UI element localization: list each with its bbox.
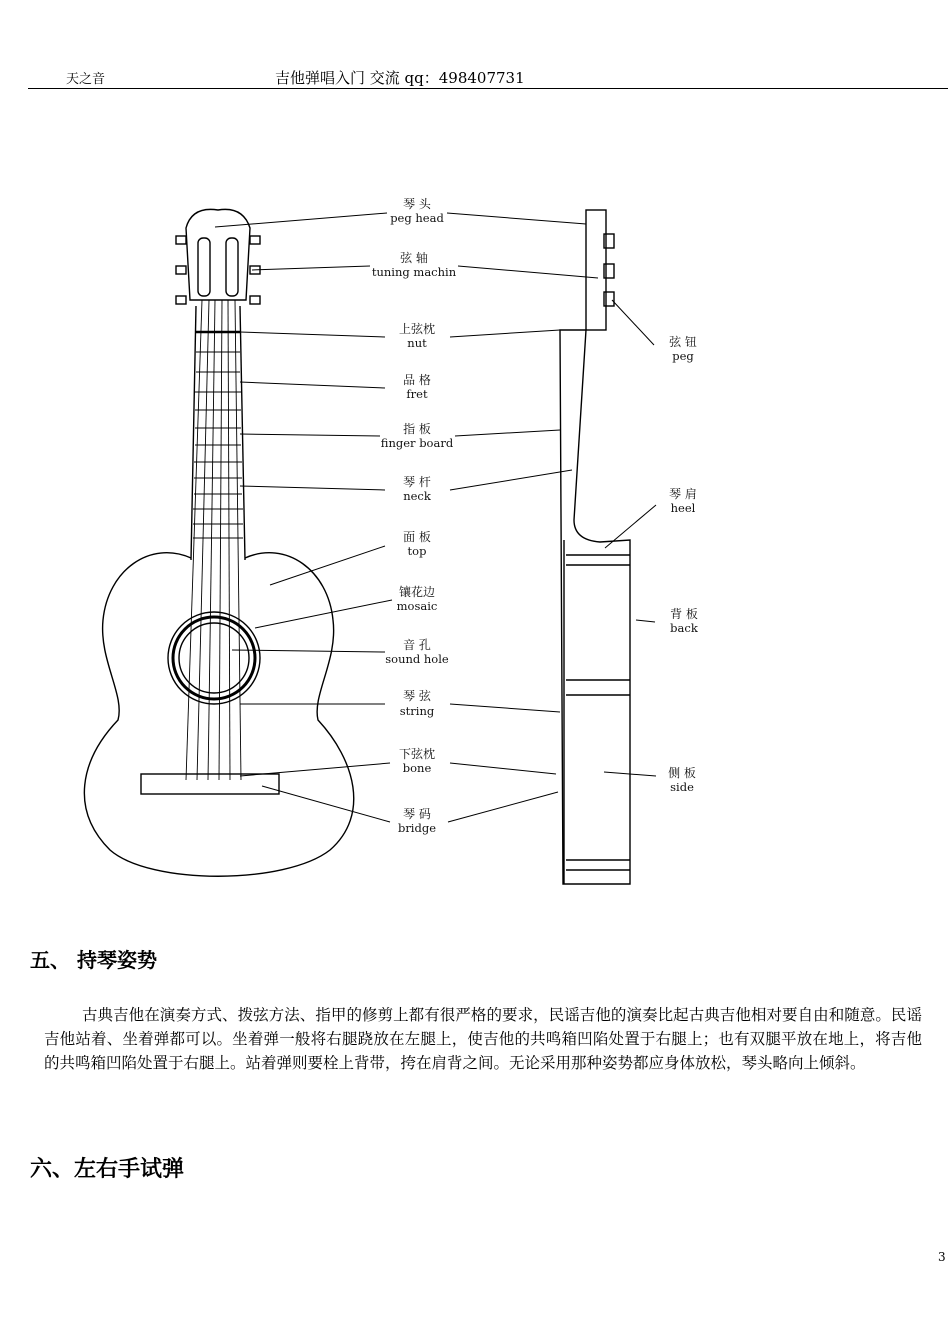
label-peg-en: peg	[672, 349, 694, 363]
label-heel-cn: 琴 肩	[669, 487, 697, 501]
label-peg-cn: 弦 钮	[669, 335, 697, 349]
guitar-side-view	[560, 210, 630, 884]
label-bone-en: bone	[402, 761, 432, 775]
section-5-paragraph: 古典吉他在演奏方式、拨弦方法、指甲的修剪上都有很严格的要求，民谣吉他的演奏比起古典吉他相对要自由和随意。民谣吉他站着、坐着弹都可以。坐着弹一般将右腿跷放在左腿上，使吉他的共鸣箱凹陷处置于右腿上；也有双腿平放在地上，将吉他的共鸣箱凹陷处置于右腿上。站着弹则要栓上背带，挎在肩背之间。无论采用那种姿势都应身体放松，琴头略向上倾斜。	[44, 1006, 922, 1072]
label-side-en: side	[670, 780, 694, 794]
label-bone-cn: 下弦枕	[398, 747, 436, 761]
label-sound-hole-cn: 音 孔	[403, 638, 431, 652]
label-nut-cn: 上弦枕	[398, 322, 436, 336]
label-sound-hole-en: sound hole	[385, 652, 449, 666]
label-peg-head-en: peg head	[390, 211, 444, 225]
label-leader-lines	[215, 213, 656, 822]
page-number: 3	[938, 1250, 946, 1264]
label-string-cn: 琴 弦	[403, 689, 431, 703]
label-neck-en: neck	[403, 489, 431, 503]
header-left-text: 天之音	[66, 72, 106, 87]
label-heel-en: heel	[670, 501, 696, 515]
label-side-cn: 侧 板	[668, 766, 696, 780]
label-back-cn: 背 板	[670, 607, 698, 621]
label-fingerboard-cn: 指 板	[403, 422, 431, 436]
label-tuning-cn: 弦 轴	[400, 251, 428, 265]
section-5-heading: 五、 持琴姿势	[30, 948, 157, 972]
label-mosaic-en: mosaic	[396, 599, 438, 613]
label-back-en: back	[670, 621, 698, 635]
label-fret-cn: 品 格	[403, 373, 431, 387]
label-peg-head-cn: 琴 头	[403, 197, 431, 211]
label-bridge-en: bridge	[397, 821, 437, 835]
label-string-en: string	[399, 704, 435, 718]
guitar-parts-diagram	[0, 190, 950, 895]
label-tuning-en: tuning machin	[371, 265, 457, 279]
label-neck-cn: 琴 杆	[403, 475, 431, 489]
label-mosaic-cn: 镶花边	[398, 585, 436, 599]
section-6-heading: 六、左右手试弹	[30, 1157, 185, 1182]
header-title: 吉他弹唱入门 交流 qq：498407731	[275, 69, 525, 87]
label-nut-en: nut	[407, 336, 427, 350]
label-bridge-cn: 琴 码	[403, 807, 431, 821]
label-fret-en: fret	[406, 387, 428, 401]
label-fingerboard-en: finger board	[380, 436, 454, 450]
header-divider	[28, 88, 948, 89]
fret-lines	[193, 352, 243, 538]
label-top-en: top	[407, 544, 427, 558]
label-top-cn: 面 板	[403, 530, 431, 544]
